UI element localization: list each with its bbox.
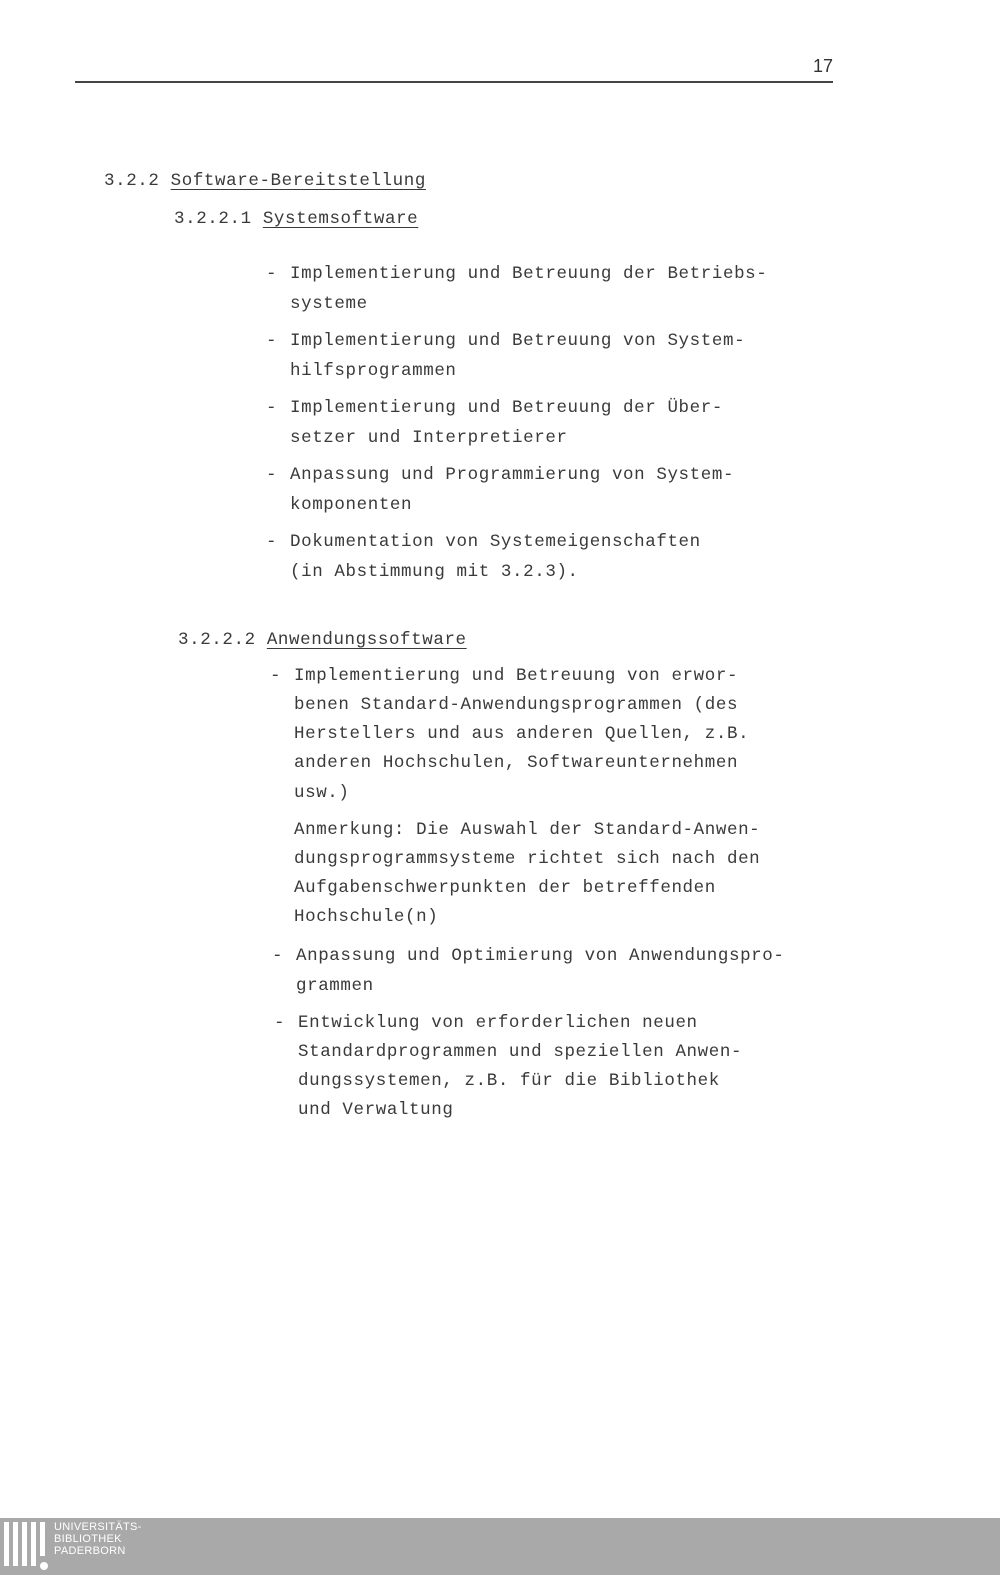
item-line: benen Standard-Anwendungsprogrammen (des	[294, 695, 739, 715]
bullet-dash: -	[266, 465, 277, 485]
subsection-number: 3.2.2.2	[178, 630, 256, 650]
note-line: dungsprogrammsysteme richtet sich nach den	[294, 849, 761, 869]
bullet-dash: -	[266, 331, 277, 351]
subsection-heading-1	[174, 204, 418, 234]
bullet-dash: -	[266, 532, 277, 552]
item-line: systeme	[290, 294, 368, 314]
note-line: Aufgabenschwerpunkten der betreffenden	[294, 878, 716, 898]
item-line: komponenten	[290, 495, 413, 515]
item-line: Standardprogrammen und speziellen Anwen-	[298, 1042, 743, 1062]
library-logo-text	[54, 1521, 142, 1557]
note-line: Anmerkung: Die Auswahl der Standard-Anwen-	[294, 820, 761, 840]
item-line: Dokumentation von Systemeigenschaften	[290, 532, 701, 552]
subsection-heading-2	[178, 625, 467, 655]
item-line: setzer und Interpretierer	[290, 428, 568, 448]
footer-banner	[0, 1518, 1000, 1575]
item-line: usw.)	[294, 783, 350, 803]
section-title: Software-Bereitstellung	[170, 171, 426, 191]
item-line: Implementierung und Betreuung der Betriebs-	[290, 264, 768, 284]
item-line: Implementierung und Betreuung der Über-	[290, 398, 723, 418]
section-number: 3.2.2	[104, 171, 160, 191]
item-line: Anpassung und Programmierung von System-	[290, 465, 735, 485]
bullet-dash: -	[266, 264, 277, 284]
section-heading	[104, 166, 426, 196]
subsection-title: Anwendungssoftware	[266, 630, 467, 650]
logo-line: PADERBORN	[54, 1545, 126, 1557]
item-line: Anpassung und Optimierung von Anwendungspro-	[296, 946, 785, 966]
item-line: Implementierung und Betreuung von erwor-	[294, 666, 739, 686]
bullet-dash: -	[270, 666, 281, 686]
logo-line: BIBLIOTHEK	[54, 1533, 122, 1545]
item-line: (in Abstimmung mit 3.2.3).	[290, 562, 579, 582]
subsection-title: Systemsoftware	[262, 209, 419, 229]
bullet-dash: -	[272, 946, 283, 966]
item-line: dungssystemen, z.B. für die Bibliothek	[298, 1071, 720, 1091]
item-line: anderen Hochschulen, Softwareunternehmen	[294, 753, 739, 773]
item-line: Herstellers und aus anderen Quellen, z.B.	[294, 724, 750, 744]
item-line: hilfsprogrammen	[290, 361, 457, 381]
item-line: und Verwaltung	[298, 1100, 454, 1120]
header-rule	[75, 81, 833, 83]
subsection-number: 3.2.2.1	[174, 209, 252, 229]
note-line: Hochschule(n)	[294, 907, 439, 927]
bullet-dash: -	[266, 398, 277, 418]
logo-line: UNIVERSITÄTS-	[54, 1521, 142, 1533]
page-number: 17	[813, 56, 834, 76]
item-line: Implementierung und Betreuung von System-	[290, 331, 746, 351]
item-line: Entwicklung von erforderlichen neuen	[298, 1013, 698, 1033]
library-logo-icon	[4, 1522, 48, 1570]
bullet-dash: -	[274, 1013, 285, 1033]
item-line: grammen	[296, 976, 374, 996]
